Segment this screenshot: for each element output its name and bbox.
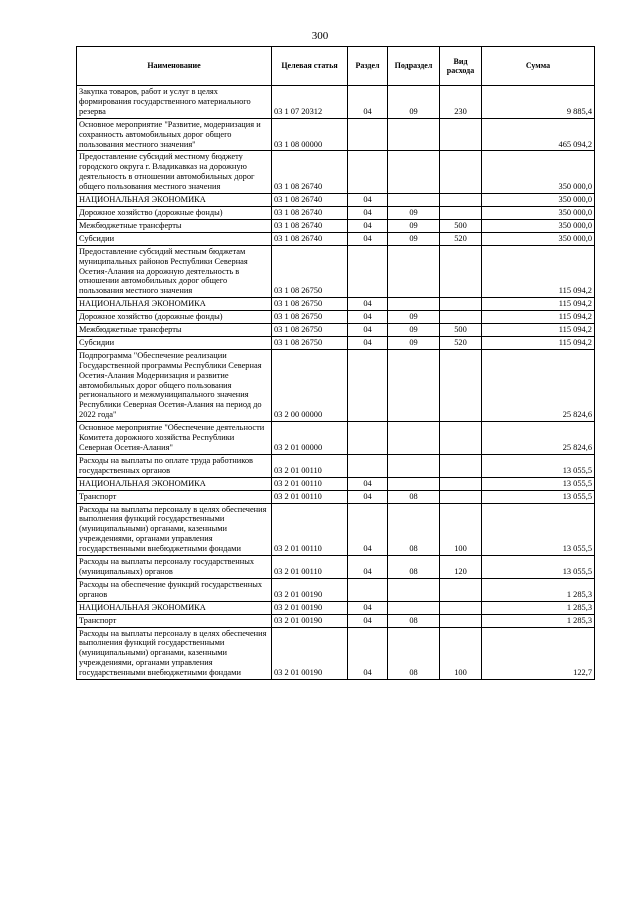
row-section [348,118,388,151]
row-section [348,578,388,601]
row-section [348,422,388,455]
table-row [77,194,595,207]
table-row [77,86,595,119]
row-section: 04 [348,311,388,324]
row-sum: 13 055,5 [482,503,595,556]
row-sum: 1 285,3 [482,578,595,601]
row-expense-type [440,477,482,490]
table-row [77,151,595,194]
row-target-code: 03 1 07 20312 [272,86,348,119]
table-row [77,118,595,151]
row-name: Основное мероприятие "Развитие, модернизация и сохранность автомобильных дорог общего пользования местного значения" [77,118,272,151]
row-target-code: 03 1 08 26740 [272,219,348,232]
row-target-code: 03 2 01 00000 [272,422,348,455]
row-expense-type: 230 [440,86,482,119]
row-expense-type: 520 [440,232,482,245]
row-subsection: 08 [388,503,440,556]
row-name: Расходы на выплаты персоналу в целях обеспечения выполнения функций государственными (муниципальными) органами, казенными учреждениями, органами управления государственными внебюджетными фондами [77,503,272,556]
table-row [77,601,595,614]
row-name: Расходы на обеспечение функций государственных органов [77,578,272,601]
table-header [77,47,595,86]
row-sum: 350 000,0 [482,232,595,245]
row-sum: 9 885,4 [482,86,595,119]
row-sum: 13 055,5 [482,477,595,490]
row-sum: 13 055,5 [482,556,595,579]
row-sum: 350 000,0 [482,206,595,219]
row-section [348,151,388,194]
row-name: Дорожное хозяйство (дорожные фонды) [77,311,272,324]
table-row [77,245,595,298]
row-section: 04 [348,490,388,503]
row-section [348,454,388,477]
row-sum: 350 000,0 [482,219,595,232]
row-expense-type [440,349,482,421]
table-row [77,298,595,311]
row-name: НАЦИОНАЛЬНАЯ ЭКОНОМИКА [77,194,272,207]
row-subsection: 09 [388,86,440,119]
table-row [77,503,595,556]
row-target-code: 03 1 08 26740 [272,232,348,245]
row-name: Подпрограмма "Обеспечение реализации Государственной программы Республики Северная Осетия-Алания Модернизация и развитие автомобильных дорог общего пользования регионального и межмуниципального значения Республики Северная Осетия-Алания на период до 2022 года" [77,349,272,421]
row-subsection: 08 [388,556,440,579]
row-expense-type [440,118,482,151]
row-subsection: 08 [388,627,440,680]
row-target-code: 03 1 08 26750 [272,336,348,349]
row-sum: 1 285,3 [482,614,595,627]
row-expense-type: 120 [440,556,482,579]
row-section: 04 [348,627,388,680]
row-subsection [388,422,440,455]
row-name: Расходы на выплаты по оплате труда работников государственных органов [77,454,272,477]
row-name: Межбюджетные трансферты [77,324,272,337]
table-row [77,477,595,490]
row-section: 04 [348,614,388,627]
row-section: 04 [348,219,388,232]
row-subsection [388,578,440,601]
row-subsection [388,194,440,207]
row-target-code: 03 2 01 00110 [272,454,348,477]
table-row [77,336,595,349]
row-section: 04 [348,324,388,337]
budget-table [76,46,595,680]
row-expense-type: 100 [440,503,482,556]
row-target-code: 03 1 08 26750 [272,245,348,298]
row-section: 04 [348,503,388,556]
row-subsection [388,118,440,151]
row-sum: 115 094,2 [482,245,595,298]
row-subsection [388,298,440,311]
table-row [77,578,595,601]
row-name: Закупка товаров, работ и услуг в целях формирования государственного материального резерва [77,86,272,119]
table-row [77,324,595,337]
row-sum: 122,7 [482,627,595,680]
row-expense-type [440,298,482,311]
table-row [77,454,595,477]
row-target-code: 03 2 01 00190 [272,601,348,614]
row-section: 04 [348,477,388,490]
row-section: 04 [348,556,388,579]
row-sum: 465 094,2 [482,118,595,151]
table-row [77,627,595,680]
row-name: Субсидии [77,336,272,349]
header-sum: Сумма [482,47,595,86]
row-expense-type: 500 [440,219,482,232]
row-name: Предоставление субсидий местному бюджету городского округа г. Владикавказ на дорожную деятельность в отношении автомобильных дорог общего пользования местного значения [77,151,272,194]
table-row [77,206,595,219]
row-section [348,245,388,298]
row-section: 04 [348,86,388,119]
row-section: 04 [348,336,388,349]
row-expense-type: 500 [440,324,482,337]
row-target-code: 03 1 08 26750 [272,311,348,324]
row-subsection: 09 [388,324,440,337]
row-subsection: 08 [388,614,440,627]
table-row [77,232,595,245]
table-row [77,311,595,324]
row-expense-type [440,206,482,219]
row-expense-type [440,245,482,298]
row-section [348,349,388,421]
row-section: 04 [348,601,388,614]
row-target-code: 03 2 01 00190 [272,627,348,680]
row-target-code: 03 2 01 00110 [272,490,348,503]
row-expense-type [440,454,482,477]
row-subsection [388,245,440,298]
row-expense-type [440,194,482,207]
row-sum: 350 000,0 [482,151,595,194]
row-expense-type [440,490,482,503]
table-row [77,490,595,503]
row-sum: 25 824,6 [482,349,595,421]
row-name: Транспорт [77,490,272,503]
row-target-code: 03 2 01 00190 [272,614,348,627]
page-number: 300 [311,30,329,42]
row-target-code: 03 2 01 00190 [272,578,348,601]
row-sum: 350 000,0 [482,194,595,207]
row-expense-type [440,601,482,614]
table-row [77,349,595,421]
row-sum: 115 094,2 [482,311,595,324]
row-expense-type [440,614,482,627]
row-subsection [388,151,440,194]
row-expense-type [440,578,482,601]
row-target-code: 03 2 01 00110 [272,556,348,579]
row-subsection: 09 [388,232,440,245]
row-name: Расходы на выплаты персоналу государственных (муниципальных) органов [77,556,272,579]
row-sum: 13 055,5 [482,490,595,503]
table-row [77,219,595,232]
row-name: Предоставление субсидий местным бюджетам муниципальных районов Республики Северная Осетия-Алания на дорожную деятельность в отношении автомобильных дорог общего пользования местного значения [77,245,272,298]
row-subsection: 09 [388,311,440,324]
row-subsection [388,349,440,421]
row-section: 04 [348,298,388,311]
row-target-code: 03 1 08 26740 [272,194,348,207]
row-name: НАЦИОНАЛЬНАЯ ЭКОНОМИКА [77,298,272,311]
table-body [77,86,595,680]
row-section: 04 [348,206,388,219]
row-subsection: 08 [388,490,440,503]
row-name: НАЦИОНАЛЬНАЯ ЭКОНОМИКА [77,601,272,614]
row-name: Межбюджетные трансферты [77,219,272,232]
row-expense-type: 100 [440,627,482,680]
row-subsection [388,477,440,490]
row-subsection: 09 [388,336,440,349]
row-name: Расходы на выплаты персоналу в целях обеспечения выполнения функций государственными (муниципальными) органами, казенными учреждениями, органами управления государственными внебюджетными фондами [77,627,272,680]
row-sum: 25 824,6 [482,422,595,455]
row-name: Основное мероприятие "Обеспечение деятельности Комитета дорожного хозяйства Республики Северная Осетия-Алания" [77,422,272,455]
header-subsection: Подраздел [388,47,440,86]
header-target-code: Целевая статья [272,47,348,86]
row-expense-type [440,151,482,194]
row-target-code: 03 1 08 26740 [272,206,348,219]
row-subsection: 09 [388,206,440,219]
row-sum: 115 094,2 [482,324,595,337]
table-row [77,556,595,579]
table-row [77,422,595,455]
row-target-code: 03 2 01 00110 [272,477,348,490]
row-name: Дорожное хозяйство (дорожные фонды) [77,206,272,219]
row-subsection [388,601,440,614]
header-section: Раздел [348,47,388,86]
row-target-code: 03 1 08 26750 [272,324,348,337]
row-target-code: 03 1 08 26740 [272,151,348,194]
row-subsection: 09 [388,219,440,232]
header-expense-type: Вид расхода [440,47,482,86]
row-target-code: 03 2 00 00000 [272,349,348,421]
row-name: НАЦИОНАЛЬНАЯ ЭКОНОМИКА [77,477,272,490]
row-name: Транспорт [77,614,272,627]
row-name: Субсидии [77,232,272,245]
row-expense-type: 520 [440,336,482,349]
row-section: 04 [348,194,388,207]
row-sum: 115 094,2 [482,336,595,349]
header-name: Наименование [77,47,272,86]
row-target-code: 03 1 08 26750 [272,298,348,311]
table-row [77,614,595,627]
row-sum: 115 094,2 [482,298,595,311]
row-section: 04 [348,232,388,245]
row-target-code: 03 2 01 00110 [272,503,348,556]
row-target-code: 03 1 08 00000 [272,118,348,151]
row-expense-type [440,422,482,455]
row-subsection [388,454,440,477]
row-sum: 1 285,3 [482,601,595,614]
row-expense-type [440,311,482,324]
row-sum: 13 055,5 [482,454,595,477]
